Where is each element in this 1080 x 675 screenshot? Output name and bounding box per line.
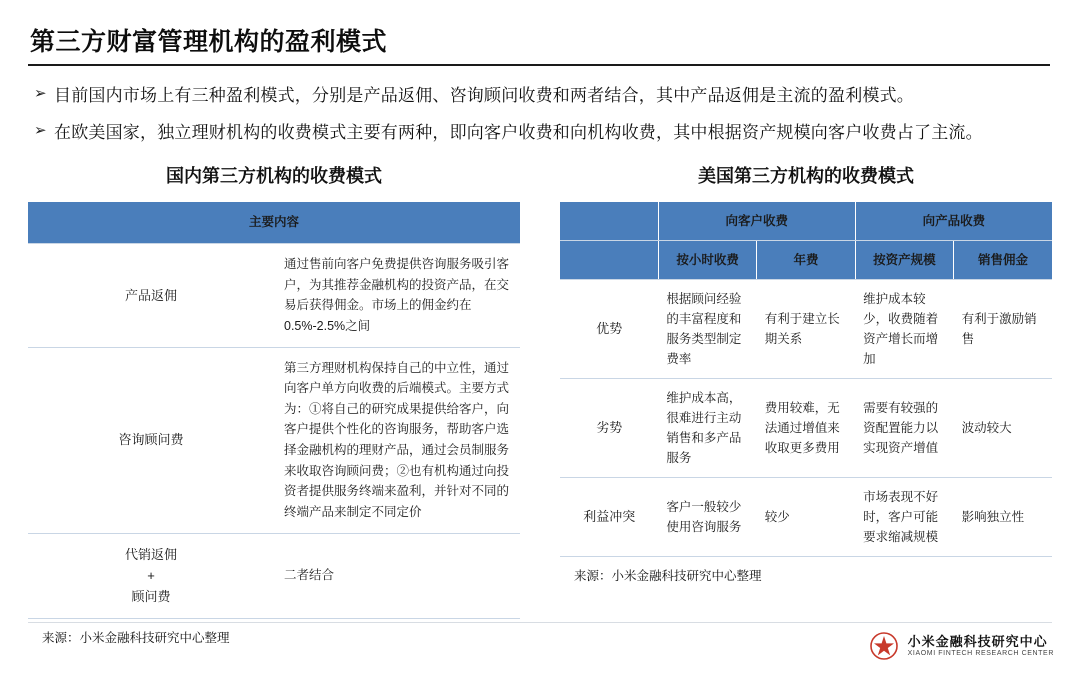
bullet-list xyxy=(28,82,1052,146)
row-label: 优势 xyxy=(560,280,658,379)
table-row xyxy=(560,478,1052,557)
table-row xyxy=(28,533,520,618)
right-panel-title: 美国第三方机构的收费模式 xyxy=(698,166,914,187)
table-row xyxy=(560,280,1052,379)
row-content: 第三方理财机构保持自己的中立性，通过向客户单方向收费的后端模式。主要方式为：①将自己的研究成果提供给客户，向客户提供个性化的咨询服务，帮助客户选择金融机构的理财产品，通过会员制服务来收取咨询顾问费；②也有机构通过向投资者提供服务终端来盈利，并针对不同的终端产品来制定不同定价 xyxy=(274,347,520,533)
row-cell: 维护成本较少，收费随着资产增长而增加 xyxy=(855,280,953,379)
row-cell: 需要有较强的资配置能力以实现资产增值 xyxy=(855,379,953,478)
domestic-fee-table xyxy=(28,202,520,618)
footer-logo-en: XIAOMI FINTECH RESEARCH CENTER xyxy=(907,649,1054,657)
table-header-main: 主要内容 xyxy=(28,202,520,243)
row-cell: 维护成本高，很难进行主动销售和多产品服务 xyxy=(658,379,756,478)
footer-logo-text xyxy=(908,634,1054,659)
us-fee-table xyxy=(560,202,1052,557)
table-row xyxy=(28,244,520,348)
footer-logo xyxy=(869,631,1054,661)
row-label: 代销返佣 + 顾问费 xyxy=(28,533,274,618)
left-panel xyxy=(28,162,520,645)
bullet-text: 在欧美国家，独立理财机构的收费模式主要有两种，即向客户收费和向机构收费，其中根据资产规模向客户收费占了主流。 xyxy=(54,123,983,143)
row-cell: 费用较难，无法通过增值来收取更多费用 xyxy=(757,379,855,478)
sub-header-hourly: 按小时收费 xyxy=(658,241,756,280)
group-header-client: 向客户收费 xyxy=(658,202,855,241)
list-item xyxy=(28,82,1052,109)
footer-logo-cn: 小米金融科技研究中心 xyxy=(907,633,1048,649)
table-row xyxy=(560,379,1052,478)
row-cell: 较少 xyxy=(757,478,855,557)
table-header-row xyxy=(28,202,520,243)
sub-header-spacer xyxy=(560,241,658,280)
row-label: 咨询顾问费 xyxy=(28,347,274,533)
right-source-note: 来源：小米金融科技研究中心整理 xyxy=(574,569,762,584)
row-cell: 有利于建立长期关系 xyxy=(757,280,855,379)
sub-header-annual: 年费 xyxy=(757,241,855,280)
row-cell: 有利于激励销售 xyxy=(954,280,1052,379)
bullet-marker-icon: ➢ xyxy=(34,85,47,102)
row-cell: 波动较大 xyxy=(954,379,1052,478)
xiaomi-fintech-logo-icon xyxy=(869,631,899,661)
table-group-header-row xyxy=(560,202,1052,241)
left-source-note: 来源：小米金融科技研究中心整理 xyxy=(42,630,230,645)
footer-divider xyxy=(28,622,1052,623)
row-label: 利益冲突 xyxy=(560,478,658,557)
sub-header-aum: 按资产规模 xyxy=(855,241,953,280)
row-label: 劣势 xyxy=(560,379,658,478)
sub-header-commission: 销售佣金 xyxy=(954,241,1052,280)
table-sub-header-row xyxy=(560,241,1052,280)
right-panel xyxy=(560,162,1052,645)
table-row xyxy=(28,347,520,533)
row-cell: 根据顾问经验的丰富程度和服务类型制定费率 xyxy=(658,280,756,379)
panels xyxy=(28,162,1052,645)
bullet-text: 目前国内市场上有三种盈利模式，分别是产品返佣、咨询顾问收费和两者结合，其中产品返佣是主流的盈利模式。 xyxy=(54,86,914,105)
bullet-marker-icon: ➢ xyxy=(34,122,47,140)
title-divider xyxy=(28,64,1050,66)
group-header-spacer xyxy=(560,202,658,241)
list-item xyxy=(28,119,1052,146)
left-panel-title: 国内第三方机构的收费模式 xyxy=(166,166,382,187)
row-cell: 客户一般较少使用咨询服务 xyxy=(658,478,756,557)
group-header-product: 向产品收费 xyxy=(855,202,1052,241)
row-cell: 市场表现不好时，客户可能要求缩减规模 xyxy=(855,478,953,557)
row-content: 二者结合 xyxy=(274,533,520,618)
page-title: 第三方财富管理机构的盈利模式 xyxy=(30,28,388,56)
row-cell: 影响独立性 xyxy=(954,478,1052,557)
row-label: 产品返佣 xyxy=(28,244,274,348)
row-content: 通过售前向客户免费提供咨询服务吸引客户，为其推荐金融机构的投资产品，在交易后获得佣金。市场上的佣金约在0.5%-2.5%之间 xyxy=(274,244,520,348)
